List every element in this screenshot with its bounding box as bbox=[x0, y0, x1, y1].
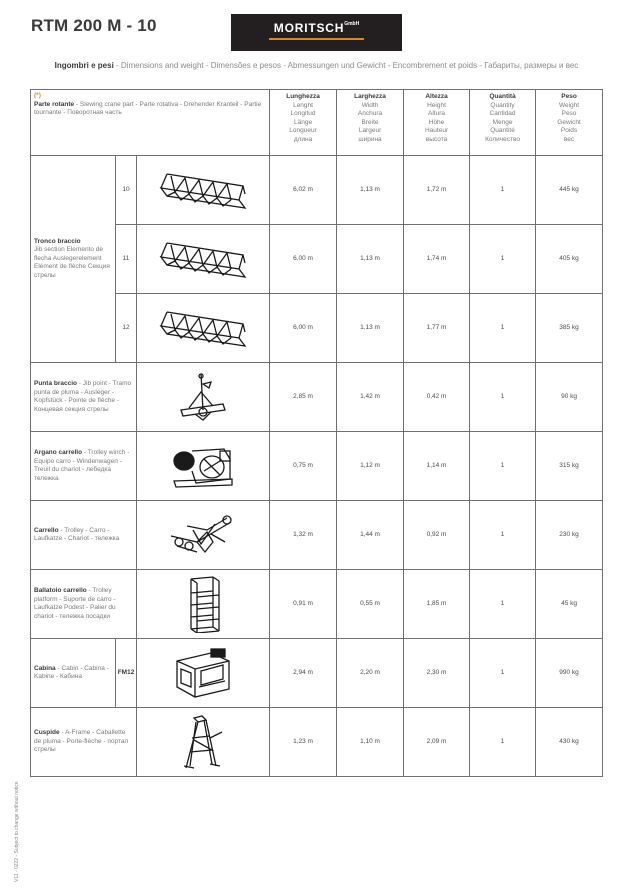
table-row bbox=[31, 225, 603, 294]
height-value: 1,14 m bbox=[404, 432, 470, 501]
width-value: 1,42 m bbox=[337, 363, 404, 432]
part-name-cell: Carrello - Trolley - Carro - Laufkatze - Chariot - тележка bbox=[31, 501, 137, 570]
height-value: 2,30 m bbox=[404, 639, 470, 708]
table-row bbox=[31, 156, 603, 225]
length-value: 2,94 m bbox=[270, 639, 337, 708]
part-column-header bbox=[31, 90, 270, 156]
height-value: 0,92 m bbox=[404, 501, 470, 570]
weight-column-header: Peso Weight Peso Gewicht Poids вес bbox=[536, 90, 603, 156]
weight-value: 405 kg bbox=[536, 225, 603, 294]
width-value: 1,44 m bbox=[337, 501, 404, 570]
length-value: 0,91 m bbox=[270, 570, 337, 639]
quantity-value: 1 bbox=[470, 639, 536, 708]
jib-section-icon bbox=[137, 156, 270, 225]
brand-logo bbox=[231, 14, 402, 51]
a-frame-icon bbox=[137, 708, 270, 777]
width-value: 1,13 m bbox=[337, 294, 404, 363]
subtitle-main: Ingombri e pesi bbox=[54, 61, 114, 70]
weight-value: 230 kg bbox=[536, 501, 603, 570]
quantity-value: 1 bbox=[470, 156, 536, 225]
part-name-cell: Tronco braccio Jib section Elemento de flecha Auslegerelement Elément de flèche Секция стрелы bbox=[31, 156, 116, 363]
part-code: FM12 bbox=[116, 639, 137, 708]
part-header-rest: - Slewing crane part - Parte rotativa - Drehender Kranteil - Partie tournante - Поворотная часть bbox=[34, 100, 262, 116]
width-value: 1,13 m bbox=[337, 156, 404, 225]
table-row bbox=[31, 432, 603, 501]
width-value: 0,55 m bbox=[337, 570, 404, 639]
header-row bbox=[31, 90, 603, 156]
height-value: 1,85 m bbox=[404, 570, 470, 639]
part-code: 12 bbox=[116, 294, 137, 363]
height-value: 2,09 m bbox=[404, 708, 470, 777]
trolley-icon bbox=[137, 501, 270, 570]
dimensions-table bbox=[30, 89, 603, 777]
length-value: 1,32 m bbox=[270, 501, 337, 570]
part-name-cell: Punta braccio - Jib point - Tramo punta de pluma - Ausleger - Kopfstück - Pointe de flèche - Концевая секция стрелы bbox=[31, 363, 137, 432]
length-value: 1,23 m bbox=[270, 708, 337, 777]
trolley-platform-icon bbox=[137, 570, 270, 639]
part-name-cell: Cabina - Cabin - Cabina - Kabine - Кабина bbox=[31, 639, 116, 708]
weight-value: 990 kg bbox=[536, 639, 603, 708]
table-row bbox=[31, 708, 603, 777]
height-value: 0,42 m bbox=[404, 363, 470, 432]
logo-small-text: GmbH bbox=[344, 21, 360, 27]
quantity-value: 1 bbox=[470, 501, 536, 570]
weight-value: 90 kg bbox=[536, 363, 603, 432]
length-value: 6,02 m bbox=[270, 156, 337, 225]
logo-accent-bar bbox=[269, 38, 364, 40]
width-value: 1,10 m bbox=[337, 708, 404, 777]
table-row bbox=[31, 639, 603, 708]
part-header-main: Parte rotante bbox=[34, 100, 75, 108]
cabin-icon bbox=[137, 639, 270, 708]
table-row bbox=[31, 501, 603, 570]
height-column-header: Altezza Height Altura Höhe Hauteur высота bbox=[404, 90, 470, 156]
weight-value: 430 kg bbox=[536, 708, 603, 777]
width-value: 2,20 m bbox=[337, 639, 404, 708]
quantity-column-header: Quantità Quantity Cantidad Menge Quantité Количество bbox=[470, 90, 536, 156]
part-name-cell: Argano carrello - Trolley winch - Equipo carro - Windenwagen - Treuil du chariot - лебедка тележка bbox=[31, 432, 137, 501]
weight-value: 45 kg bbox=[536, 570, 603, 639]
subtitle-rest: - Dimensions and weight - Dimensões e pesos - Abmessungen und Gewicht - Encombrement et poids - Габариты, размеры и вес bbox=[113, 61, 579, 70]
logo-text: MORITSCH bbox=[273, 21, 345, 35]
table-row bbox=[31, 570, 603, 639]
length-value: 6,00 m bbox=[270, 294, 337, 363]
weight-value: 445 kg bbox=[536, 156, 603, 225]
page-subtitle bbox=[0, 61, 633, 70]
part-name-cell: Cuspide - A-Frame - Caballette de pluma - Porte-flèche - портал стрелы bbox=[31, 708, 137, 777]
length-value: 2,85 m bbox=[270, 363, 337, 432]
height-value: 1,74 m bbox=[404, 225, 470, 294]
quantity-value: 1 bbox=[470, 432, 536, 501]
revision-note: V11 - 0222 - Subject to change without notice bbox=[14, 781, 20, 882]
width-column-header: Larghezza Width Anchura Breite Largeur ширина bbox=[337, 90, 404, 156]
table-row bbox=[31, 363, 603, 432]
jib-point-icon bbox=[137, 363, 270, 432]
length-value: 6,00 m bbox=[270, 225, 337, 294]
part-name-cell: Ballatoio carrello - Trolley platform - Suporte de carro - Laufkatze Podest - Palier du chariot - тележка посадки bbox=[31, 570, 137, 639]
quantity-value: 1 bbox=[470, 363, 536, 432]
table-row bbox=[31, 294, 603, 363]
trolley-winch-icon bbox=[137, 432, 270, 501]
length-column-header: Lunghezza Lenght Longitud Länge Longueur длина bbox=[270, 90, 337, 156]
page-title: RTM 200 M - 10 bbox=[31, 16, 157, 35]
width-value: 1,12 m bbox=[337, 432, 404, 501]
height-value: 1,72 m bbox=[404, 156, 470, 225]
weight-value: 315 kg bbox=[536, 432, 603, 501]
jib-section-icon bbox=[137, 294, 270, 363]
quantity-value: 1 bbox=[470, 225, 536, 294]
weight-value: 385 kg bbox=[536, 294, 603, 363]
quantity-value: 1 bbox=[470, 294, 536, 363]
asterisk-note: (*) bbox=[34, 92, 41, 99]
quantity-value: 1 bbox=[470, 708, 536, 777]
part-code: 11 bbox=[116, 225, 137, 294]
quantity-value: 1 bbox=[470, 570, 536, 639]
jib-section-icon bbox=[137, 225, 270, 294]
part-code: 10 bbox=[116, 156, 137, 225]
width-value: 1,13 m bbox=[337, 225, 404, 294]
height-value: 1,77 m bbox=[404, 294, 470, 363]
length-value: 0,75 m bbox=[270, 432, 337, 501]
